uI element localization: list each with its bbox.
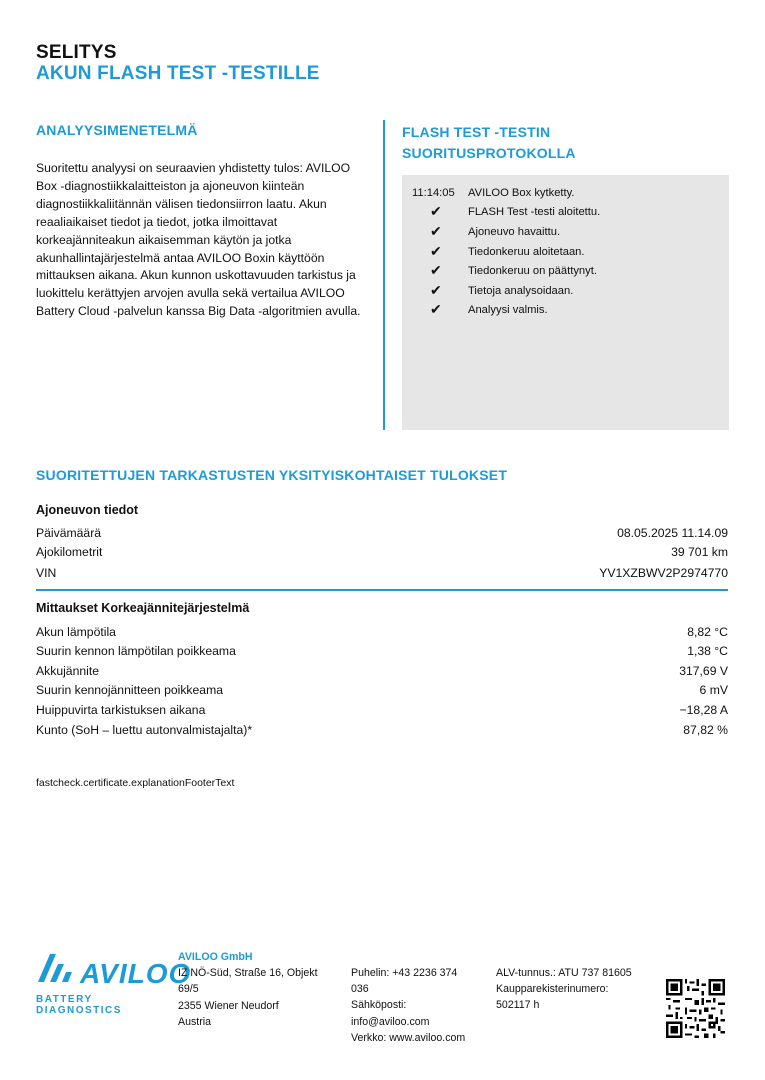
email-label: Sähköposti: <box>351 999 407 1012</box>
results-heading: SUORITETTUJEN TARKASTUSTEN YKSITYISKOHTAISET TULOKSET <box>36 467 508 483</box>
row-value: 08.05.2025 11.14.09 <box>617 526 728 540</box>
row-label: Suurin kennon lämpötilan poikkeama <box>36 644 236 658</box>
row-label: Suurin kennojännitteen poikkeama <box>36 683 224 697</box>
vehicle-info-title: Ajoneuvon tiedot <box>36 503 139 517</box>
protocol-entry <box>402 244 729 264</box>
phone-line: 036 <box>351 983 369 996</box>
protocol-entry <box>402 263 729 283</box>
row-value: 39 701 km <box>671 545 728 559</box>
table-row <box>36 545 728 563</box>
row-label: Akkujännite <box>36 664 100 678</box>
check-icon: ✔ <box>430 282 442 298</box>
protocol-section <box>402 122 729 164</box>
table-row <box>36 703 728 721</box>
row-label: Huippuvirta tarkistuksen aikana <box>36 703 206 717</box>
protocol-text: Tietoja analysoidaan. <box>468 285 574 297</box>
company-address <box>178 949 338 1030</box>
table-row <box>36 644 728 662</box>
protocol-text: Tiedonkeruu aloitetaan. <box>468 246 585 258</box>
address-line: 69/5 <box>178 983 199 996</box>
analysis-section <box>36 122 368 321</box>
phone-line: Puhelin: +43 2236 374 <box>351 967 458 979</box>
row-value: 6 mV <box>699 683 728 697</box>
table-row <box>36 526 728 544</box>
table-row <box>36 625 728 643</box>
protocol-heading-line1: FLASH TEST -TESTIN <box>402 124 551 140</box>
check-icon: ✔ <box>430 262 442 278</box>
protocol-text: Ajoneuvo havaittu. <box>468 226 561 238</box>
address-line: IZ NÖ-Süd, Straße 16, Objekt <box>178 967 318 980</box>
analysis-text: Suoritettu analyysi on seuraavien yhdistetty tulos: AVILOO Box -diagnostiikkalaitteiston ja ajoneuvon kiinteän diagnostiikkaliitännän välisen tiedonsiirron laatu. Akun reaaliaikaiset tiedot ja tiedot, jotka ilmoittavat korkeajänniteakun aikaisemman käytön ja jotka akunhallintajärjestelmä antaa AVILOO Boxin käyttöön mittauksen aikana. Akun kunnon uskottavuuden tarkistus ja luokittelu kerättyjen arvojen avulla sekä vertailua AVILOO Battery Cloud -palvelun kanssa Big Data -algoritmien avulla. <box>36 161 361 319</box>
table-row <box>36 683 728 701</box>
row-value: −18,28 A <box>679 703 728 717</box>
register-number: 502117 h <box>496 999 540 1012</box>
logo-wordmark: AVILOO <box>80 958 192 989</box>
protocol-text: Tiedonkeruu on päättynyt. <box>468 265 597 277</box>
footnote-text: fastcheck.certificate.explanationFooterText <box>36 777 235 789</box>
address-line: Austria <box>178 1015 211 1028</box>
company-name: AVILOO GmbH <box>178 951 253 963</box>
qr-code-icon <box>666 979 725 1038</box>
check-icon: ✔ <box>430 243 442 259</box>
table-row <box>36 723 728 741</box>
row-value: 8,82 °C <box>687 625 728 639</box>
email-address: info@aviloo.com <box>351 1015 430 1028</box>
website: Verkko: www.aviloo.com <box>351 1031 466 1044</box>
table-row <box>36 664 728 682</box>
row-value: YV1XZBWV2P2974770 <box>599 566 728 580</box>
row-value: 317,69 V <box>679 664 728 678</box>
register-label: Kaupparekisterinumero: <box>496 983 609 996</box>
check-icon: ✔ <box>430 203 442 219</box>
table-row <box>36 566 728 584</box>
aviloo-logo-mark-icon <box>36 950 76 984</box>
check-icon: ✔ <box>430 223 442 239</box>
registration-info <box>496 965 661 1014</box>
row-label: Ajokilometrit <box>36 545 103 559</box>
protocol-entry <box>402 204 729 224</box>
contact-info <box>351 965 491 1046</box>
protocol-text: FLASH Test -testi aloitettu. <box>468 206 601 218</box>
row-value: 87,82 % <box>683 723 728 737</box>
check-icon: ✔ <box>430 301 442 317</box>
protocol-log-box <box>402 175 729 430</box>
protocol-entry <box>402 302 729 322</box>
row-label: Päivämäärä <box>36 526 102 540</box>
row-label: Akun lämpötila <box>36 625 116 639</box>
protocol-heading-line2: SUORITUSPROTOKOLLA <box>402 145 576 161</box>
measurements-title: Mittaukset Korkeajännitejärjestelmä <box>36 601 250 615</box>
analysis-heading: ANALYYSIMENETELMÄ <box>36 122 198 138</box>
row-label: Kunto (SoH – luettu autonvalmistajalta)* <box>36 723 253 737</box>
protocol-entry <box>402 283 729 303</box>
page-title-line1: SELITYS <box>36 42 117 63</box>
row-value: 1,38 °C <box>687 644 728 658</box>
protocol-entry <box>402 224 729 244</box>
protocol-text: Analyysi valmis. <box>468 304 548 316</box>
logo-subtitle: BATTERY DIAGNOSTICS <box>36 994 122 1016</box>
protocol-text: AVILOO Box kytketty. <box>468 187 575 199</box>
vat-number: ALV-tunnus.: ATU 737 81605 <box>496 967 632 979</box>
row-label: VIN <box>36 566 57 580</box>
protocol-entry <box>402 185 729 205</box>
protocol-time: 11:14:05 <box>412 187 455 199</box>
address-line: 2355 Wiener Neudorf <box>178 999 279 1012</box>
section-divider <box>36 589 728 591</box>
page-title-line2: AKUN FLASH TEST -TESTILLE <box>36 63 320 84</box>
column-divider <box>383 120 385 430</box>
